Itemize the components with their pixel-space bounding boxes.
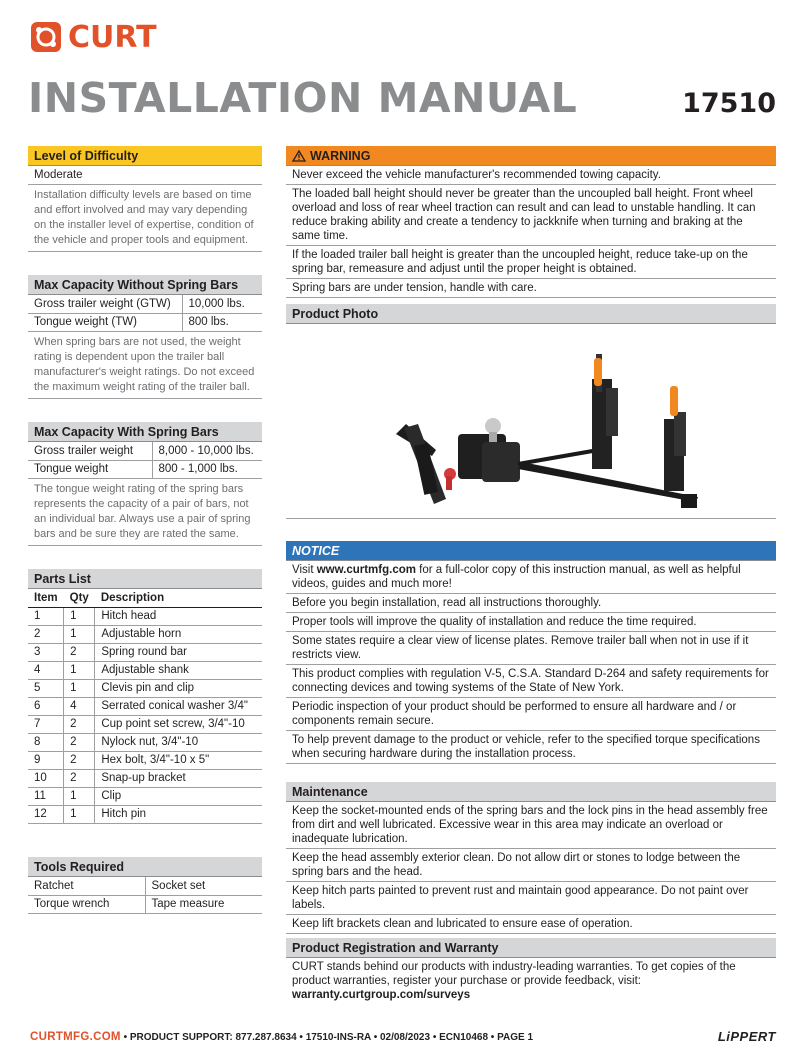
column-header: Item — [28, 589, 64, 607]
footer-support: PRODUCT SUPPORT: 877.287.8634 — [129, 1032, 297, 1043]
capacity-with-note: The tongue weight rating of the spring bars represents the capacity of a pair of bars, not an individual bar. Always use a pair of spring bars and be sure they are rated the same. — [28, 479, 262, 546]
parts-list-section — [28, 569, 262, 824]
registration-body: CURT stands behind our products with industry-leading warranties. To get copies of the product warranties, register your purchase or provide feedback, visit: — [292, 961, 736, 987]
maintenance-item: Keep hitch parts painted to prevent rust and maintain good appearance. Do not paint over labels. — [286, 882, 776, 915]
part-description: Clip — [95, 787, 262, 805]
website-link[interactable]: www.curtmfg.com — [316, 564, 416, 576]
part-description: Hex bolt, 3/4"-10 x 5" — [95, 751, 262, 769]
part-number: 17510 — [682, 88, 776, 119]
part-item: 6 — [28, 697, 64, 715]
footer-ecn: ECN10468 — [439, 1032, 489, 1043]
part-description: Spring round bar — [95, 643, 262, 661]
warning-heading-label: WARNING — [310, 148, 371, 163]
curt-emblem-icon — [30, 21, 62, 53]
part-item: 1 — [28, 607, 64, 625]
curt-logo — [30, 18, 157, 56]
table-row — [28, 805, 262, 823]
table-row — [28, 787, 262, 805]
part-item: 12 — [28, 805, 64, 823]
part-qty: 2 — [64, 769, 95, 787]
part-item: 4 — [28, 661, 64, 679]
footer-page: PAGE 1 — [497, 1032, 534, 1043]
table-row — [28, 661, 262, 679]
table-row — [28, 895, 262, 913]
notice-section — [286, 541, 776, 764]
part-item: 3 — [28, 643, 64, 661]
table-row — [28, 715, 262, 733]
weight-distribution-hitch-image — [286, 324, 776, 519]
maintenance-section — [286, 782, 776, 934]
maintenance-item: Keep the head assembly exterior clean. Do not allow dirt or stones to lodge between the spring bars and the head. — [286, 849, 776, 882]
capacity-value: 800 - 1,000 lbs. — [152, 460, 262, 478]
capacity-with-section — [28, 422, 262, 546]
warranty-link[interactable]: warranty.curtgroup.com/surveys — [292, 989, 471, 1001]
tool-item: Ratchet — [28, 877, 145, 895]
footer-site-link[interactable]: CURTMFG.COM — [30, 1031, 121, 1043]
warning-item: The loaded ball height should never be greater than the uncoupled ball height. Front wheel overload and loss of rear wheel traction can result and can lead to unstable handling. It can reduce braking ability and create a tendency to jackknife when turning and braking at the same time. — [286, 185, 776, 246]
table-row — [28, 697, 262, 715]
capacity-without-table — [28, 295, 262, 332]
part-item: 10 — [28, 769, 64, 787]
warning-section — [286, 146, 776, 298]
table-row — [28, 607, 262, 625]
column-header: Description — [95, 589, 262, 607]
part-qty: 2 — [64, 733, 95, 751]
part-qty: 1 — [64, 679, 95, 697]
notice-visit — [286, 561, 776, 594]
part-qty: 4 — [64, 697, 95, 715]
part-qty: 1 — [64, 661, 95, 679]
part-description: Serrated conical washer 3/4" — [95, 697, 262, 715]
tools-section — [28, 857, 262, 914]
table-row — [28, 679, 262, 697]
product-photo-section — [286, 304, 776, 519]
capacity-with-table — [28, 442, 262, 479]
difficulty-heading: Level of Difficulty — [28, 146, 262, 166]
part-qty: 2 — [64, 751, 95, 769]
part-qty: 1 — [64, 625, 95, 643]
table-row — [28, 769, 262, 787]
warning-item: Spring bars are under tension, handle with care. — [286, 279, 776, 298]
capacity-with-heading: Max Capacity With Spring Bars — [28, 422, 262, 442]
capacity-label: Tongue weight (TW) — [28, 313, 182, 331]
difficulty-section — [28, 146, 262, 252]
part-qty: 2 — [64, 643, 95, 661]
maintenance-item: Keep lift brackets clean and lubricated to ensure ease of operation. — [286, 915, 776, 934]
table-row — [28, 460, 262, 478]
part-qty: 1 — [64, 607, 95, 625]
part-description: Hitch head — [95, 607, 262, 625]
notice-item: To help prevent damage to the product or vehicle, refer to the specified torque specifications when securing hardware during the installation process. — [286, 731, 776, 764]
part-description: Clevis pin and clip — [95, 679, 262, 697]
notice-item: This product complies with regulation V-5, C.S.A. Standard D-264 and safety requirements for connecting devices and towing systems of the State of New York. — [286, 665, 776, 698]
product-photo — [286, 324, 776, 519]
capacity-value: 800 lbs. — [182, 313, 262, 331]
page-title: INSTALLATION MANUAL — [28, 74, 578, 122]
column-header: Qty — [64, 589, 95, 607]
part-item: 9 — [28, 751, 64, 769]
part-description: Nylock nut, 3/4"-10 — [95, 733, 262, 751]
warning-item: Never exceed the vehicle manufacturer's recommended towing capacity. — [286, 166, 776, 185]
capacity-label: Gross trailer weight — [28, 442, 152, 460]
difficulty-note: Installation difficulty levels are based on time and effort involved and may vary depending on the installer level of expertise, condition of the vehicle and proper tools and equipment. — [28, 185, 262, 252]
registration-heading: Product Registration and Warranty — [286, 938, 776, 958]
lippert-logo: LiPPERT — [717, 1029, 776, 1044]
table-row — [28, 643, 262, 661]
capacity-value: 8,000 - 10,000 lbs. — [152, 442, 262, 460]
registration-section — [286, 938, 776, 1004]
tool-item: Tape measure — [145, 895, 262, 913]
warning-heading — [286, 146, 776, 166]
table-row — [28, 295, 262, 313]
part-description: Adjustable horn — [95, 625, 262, 643]
tools-heading: Tools Required — [28, 857, 262, 877]
part-description: Adjustable shank — [95, 661, 262, 679]
maintenance-heading: Maintenance — [286, 782, 776, 802]
product-photo-heading: Product Photo — [286, 304, 776, 324]
part-qty: 1 — [64, 787, 95, 805]
table-row — [28, 877, 262, 895]
difficulty-value: Moderate — [28, 166, 262, 185]
tools-table — [28, 877, 262, 914]
footer-doc: 17510-INS-RA — [305, 1032, 371, 1043]
table-row — [28, 751, 262, 769]
table-row — [28, 442, 262, 460]
part-item: 2 — [28, 625, 64, 643]
part-item: 11 — [28, 787, 64, 805]
warning-triangle-icon — [292, 150, 306, 162]
notice-heading: NOTICE — [286, 541, 776, 561]
part-qty: 1 — [64, 805, 95, 823]
capacity-without-note: When spring bars are not used, the weight rating is dependent upon the trailer ball manufacturer's weight ratings. Do not exceed the maximum weight rating of the trailer ball. — [28, 332, 262, 399]
table-row — [28, 625, 262, 643]
footer: CURTMFG.COM • PRODUCT SUPPORT: 877.287.8634 • 17510-INS-RA • 02/08/2023 • ECN10468 • PAGE 1 — [30, 1031, 534, 1043]
notice-item: Periodic inspection of your product should be performed to ensure all hardware and / or components remain secure. — [286, 698, 776, 731]
part-item: 8 — [28, 733, 64, 751]
tool-item: Socket set — [145, 877, 262, 895]
capacity-without-section — [28, 275, 262, 399]
footer-date: 02/08/2023 — [379, 1032, 431, 1043]
notice-item: Some states require a clear view of license plates. Remove trailer ball when not in use if it restricts view. — [286, 632, 776, 665]
part-description: Hitch pin — [95, 805, 262, 823]
maintenance-item: Keep the socket-mounted ends of the spring bars and the lock pins in the head assembly free from dirt and well lubricated. Excessive wear in this area may indicate an overload or inadequate lubrication. — [286, 802, 776, 849]
registration-text — [286, 958, 776, 1004]
capacity-label: Tongue weight — [28, 460, 152, 478]
capacity-without-heading: Max Capacity Without Spring Bars — [28, 275, 262, 295]
part-description: Cup point set screw, 3/4"-10 — [95, 715, 262, 733]
parts-list-heading: Parts List — [28, 569, 262, 589]
capacity-value: 10,000 lbs. — [182, 295, 262, 313]
table-row — [28, 313, 262, 331]
notice-item: Proper tools will improve the quality of installation and reduce the time required. — [286, 613, 776, 632]
parts-table — [28, 589, 262, 824]
table-header-row — [28, 589, 262, 607]
brand-name: CURT — [68, 19, 157, 55]
notice-item: Before you begin installation, read all instructions thoroughly. — [286, 594, 776, 613]
warning-item: If the loaded trailer ball height is greater than the uncoupled height, reduce take-up on the spring bar, remeasure and adjust until the proper height is obtained. — [286, 246, 776, 279]
part-qty: 2 — [64, 715, 95, 733]
table-row — [28, 733, 262, 751]
notice-visit-pre: Visit — [292, 564, 317, 576]
part-item: 7 — [28, 715, 64, 733]
notice-visit-post: for a full-color copy of this instruction manual, as well as helpful videos, guides and much more! — [292, 564, 741, 590]
part-item: 5 — [28, 679, 64, 697]
tool-item: Torque wrench — [28, 895, 145, 913]
part-description: Snap-up bracket — [95, 769, 262, 787]
capacity-label: Gross trailer weight (GTW) — [28, 295, 182, 313]
